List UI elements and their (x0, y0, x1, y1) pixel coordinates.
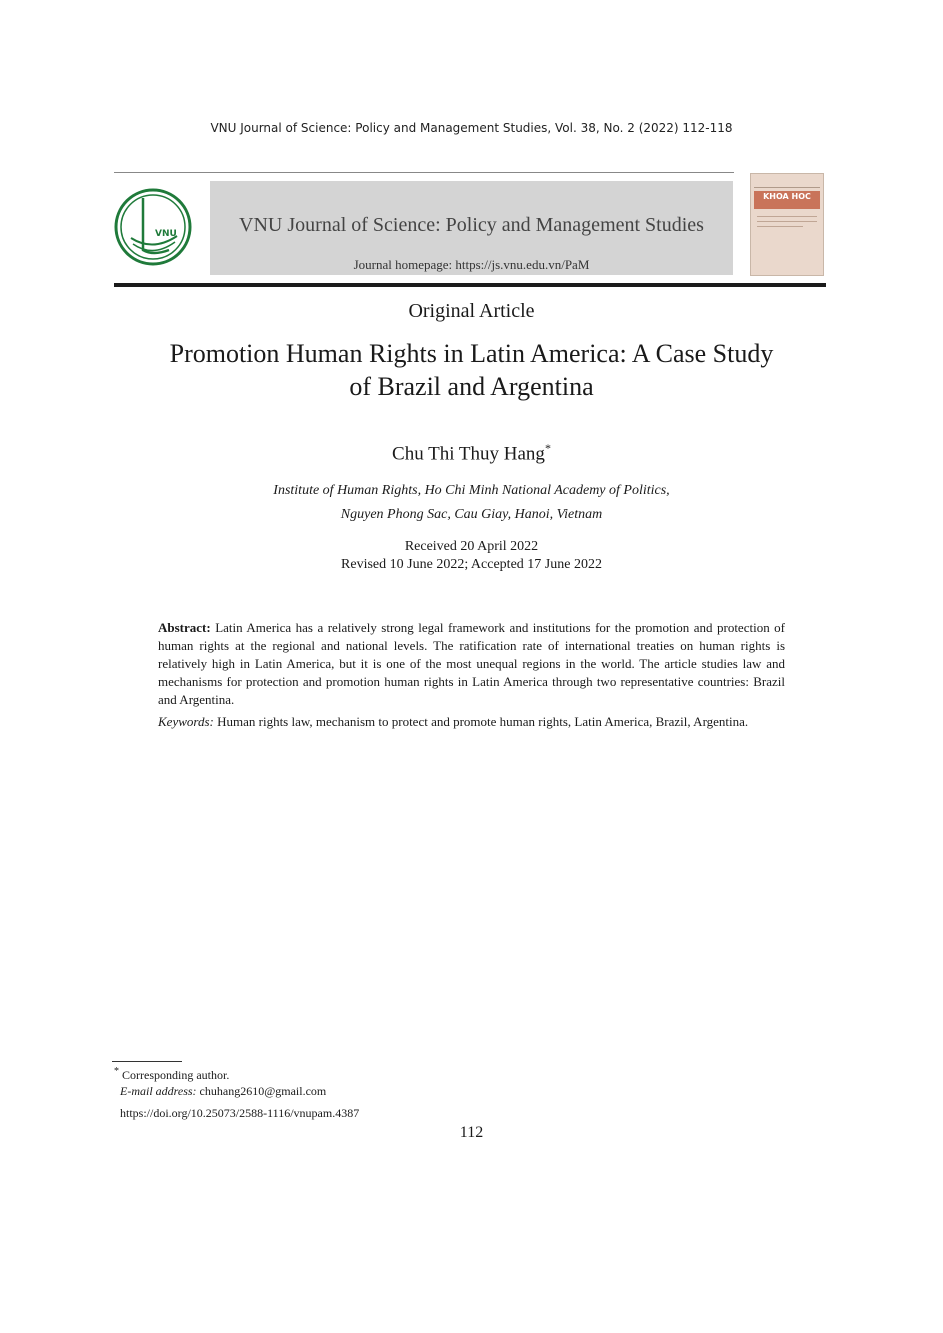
keywords-paragraph (158, 713, 785, 731)
corresponding-text: Corresponding author. (122, 1068, 230, 1082)
corresponding-note (114, 1064, 326, 1083)
title-line-2: of Brazil and Argentina (349, 372, 594, 401)
received-date: Received 20 April 2022 (404, 539, 539, 554)
revised-accepted-date: Revised 10 June 2022; Accepted 17 June 2022 (341, 557, 602, 572)
author-name: Chu Thi Thuy Hang (392, 443, 545, 465)
affiliation (0, 479, 943, 527)
abstract-paragraph (158, 619, 785, 709)
keywords-text: Human rights law, mechanism to protect and promote human rights, Latin America, Brazil, Argentina. (217, 714, 749, 729)
journal-cover-thumbnail (750, 173, 824, 276)
email-label: E-mail address: (120, 1084, 197, 1098)
abstract-label: Abstract: (158, 620, 211, 635)
cover-title: KHOA HOC (763, 192, 811, 201)
doi-link[interactable]: https://doi.org/10.25073/2588-1116/vnupam.4387 (120, 1106, 360, 1120)
header-rule (114, 172, 734, 173)
abstract-text: Latin America has a relatively strong legal framework and institutions for the promotion and protection of human rights at the regional and national levels. The ratification rate of international treaties on human rights is relatively high in Latin America, but it is one of the most unequal regions in the world. The article studies law and mechanisms for protection and promotion human rights in Latin America through two representative countries: Brazil and Argentina. (158, 620, 786, 707)
email-line (114, 1083, 326, 1099)
footnote (114, 1064, 326, 1099)
article-dates (0, 538, 943, 574)
footnote-mark: * (114, 1066, 119, 1077)
cover-title-band (754, 191, 820, 209)
running-head: VNU Journal of Science: Policy and Management Studies, Vol. 38, No. 2 (2022) 112-118 (210, 121, 733, 135)
article-type: Original Article (408, 300, 535, 322)
cover-line (757, 226, 803, 227)
footnote-rule (112, 1061, 182, 1062)
author (0, 441, 943, 465)
keywords-label: Keywords: (158, 714, 214, 729)
journal-homepage: Journal homepage: https://js.vnu.edu.vn/PaM (353, 257, 590, 272)
title-line-1: Promotion Human Rights in Latin America: A Case Study (169, 339, 774, 368)
page-number: 112 (459, 1124, 484, 1141)
affiliation-line-2: Nguyen Phong Sac, Cau Giay, Hanoi, Vietnam (340, 507, 603, 522)
masthead-rule (114, 283, 826, 287)
cover-header (754, 178, 820, 188)
cover-line (757, 216, 817, 217)
cover-line (757, 221, 817, 222)
affiliation-line-1: Institute of Human Rights, Ho Chi Minh National Academy of Politics, (273, 483, 670, 498)
journal-title: VNU Journal of Science: Policy and Management Studies (239, 214, 704, 236)
abstract (158, 619, 785, 735)
vnu-logo-icon (113, 186, 193, 268)
logo-text: VNU (155, 229, 177, 239)
email-address[interactable]: chuhang2610@gmail.com (199, 1084, 327, 1098)
article-title (100, 337, 843, 403)
author-mark: * (544, 441, 551, 455)
